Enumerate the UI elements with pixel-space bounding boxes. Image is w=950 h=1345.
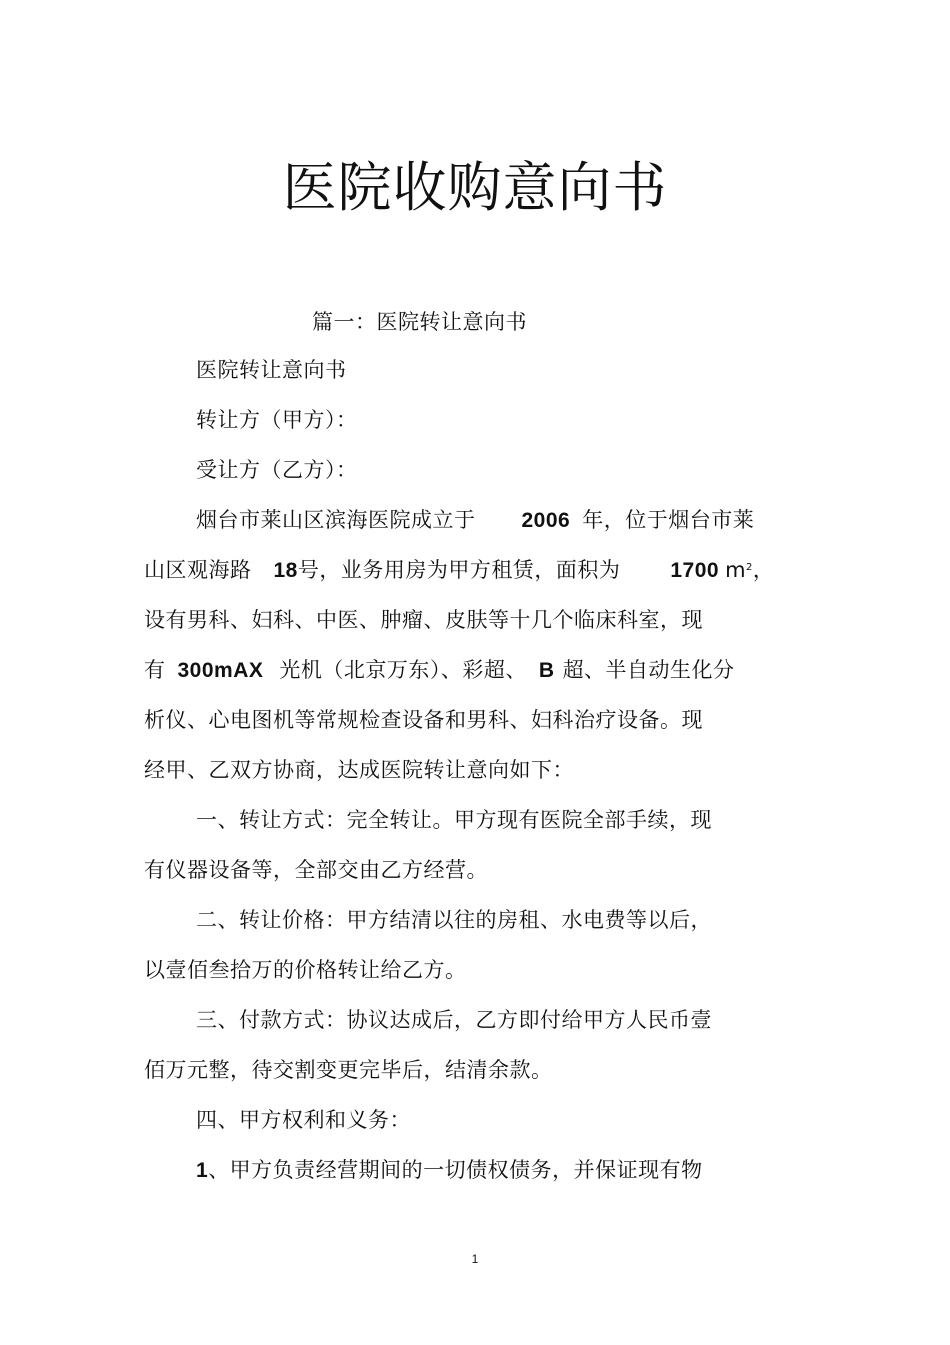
paragraph-line: 经甲、乙双方协商，达成医院转让意向如下：	[144, 758, 574, 782]
text: 年，位于烟台市莱	[582, 508, 755, 532]
document-title: 医院收购意向书	[282, 156, 668, 219]
clause-line: 有仪器设备等，全部交由乙方经营。	[144, 858, 488, 882]
paragraph-line: 设有男科、妇科、中医、肿瘤、皮肤等十几个临床科室，现	[144, 608, 703, 632]
paragraph-line	[144, 655, 735, 686]
section-subtitle: 篇一：医院转让意向书	[312, 310, 527, 334]
text: 山区观海路	[144, 558, 252, 582]
clause-line: 二、转让价格：甲方结清以往的房租、水电费等以后，	[196, 908, 712, 932]
paragraph-line	[144, 555, 774, 586]
clause-number: 1	[196, 1159, 209, 1182]
paragraph-line: 析仪、心电图机等常规检查设备和男科、妇科治疗设备。现	[144, 708, 703, 732]
text: 光机（北京万东）、彩超、	[279, 658, 527, 682]
equipment-model: 300mAX	[177, 659, 264, 682]
address-number: 18	[273, 559, 298, 582]
clause-heading: 四、甲方权利和义务：	[196, 1108, 411, 1132]
text: ，	[752, 558, 775, 582]
clause-line: 佰万元整，待交割变更完毕后，结清余款。	[144, 1058, 553, 1082]
year-value: 2006	[521, 509, 571, 532]
clause-line: 一、转让方式：完全转让。甲方现有医院全部手续，现	[196, 808, 712, 832]
text: 号，业务用房为甲方租赁，面积为	[297, 558, 621, 582]
paragraph-line	[196, 505, 754, 536]
area-value: 1700	[670, 559, 720, 582]
page-number: 1	[471, 1252, 479, 1266]
text: 、甲方负责经营期间的一切债权债务，并保证现有物	[208, 1158, 703, 1182]
text: 超、半自动生化分	[562, 658, 735, 682]
party-a-line: 转让方（甲方）：	[196, 408, 358, 432]
equipment-model: B	[538, 659, 555, 682]
clause-line: 三、付款方式：协议达成后，乙方即付给甲方人民币壹	[196, 1008, 712, 1032]
area-unit: m	[725, 558, 747, 582]
doc-heading: 医院转让意向书	[196, 358, 347, 382]
text: 烟台市莱山区滨海医院成立于	[196, 508, 476, 532]
clause-line	[196, 1155, 703, 1186]
text: 有	[144, 658, 166, 682]
clause-line: 以壹佰叁拾万的价格转让给乙方。	[144, 958, 467, 982]
area-unit-superscript: 2	[746, 562, 753, 573]
party-b-line: 受让方（乙方）：	[196, 458, 358, 482]
